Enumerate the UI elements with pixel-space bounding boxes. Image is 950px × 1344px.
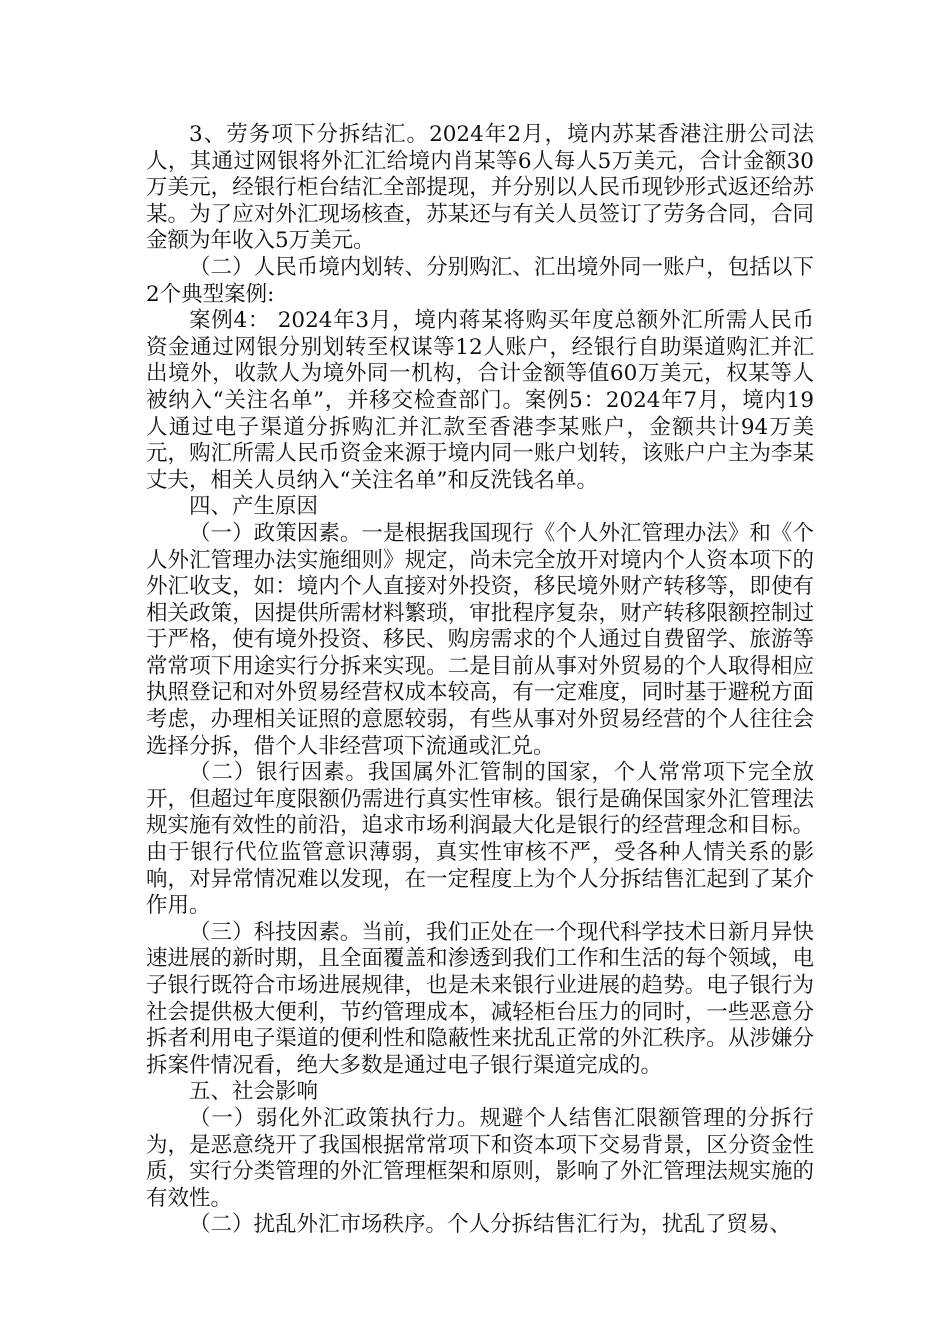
paragraph-disrupt-market: （二）扰乱外汇市场秩序。个人分拆结售汇行为，扰乱了贸易、: [189, 1212, 792, 1238]
paragraph-rmb-transfer-heading: （二）人民币境内划转、分别购汇、汇出境外同一账户，包括以下2个典型案例:: [146, 254, 814, 307]
section-heading-social-impact: 五、社会影响: [189, 1079, 319, 1105]
paragraph-policy-factor: （一）政策因素。一是根据我国现行《个人外汇管理办法》和《个人外汇管理办法实施细则》规定，尚未完全放开对境内个人资本项下的外汇收支，如：境内个人直接对外投资，移民境外财产转移等，即使有相关政策，因提供所需材料繁琐，审批程序复杂，财产转移限额控制过于严格，使有境外投资、移民、购房需求的个人通过自费留学、旅游等常常项下用途实行分拆来实现。二是目前从事对外贸易的个人取得相应执照登记和对外贸易经营权成本较高，有一定难度，同时基于避税方面考虑，办理相关证照的意愿较弱，有些从事对外贸易经营的个人往往会选择分拆，借个人非经营项下流通或汇兑。: [146, 520, 814, 759]
paragraph-weaken-policy: （一）弱化外汇政策执行力。规避个人结售汇限额管理的分拆行为，是恶意绕开了我国根据常常项下和资本项下交易背景，区分资金性质，实行分类管理的外汇管理框架和原则，影响了外汇管理法规实施的有效性。: [146, 1105, 814, 1211]
document-body: [146, 122, 814, 1239]
section-heading-causes: 四、产生原因: [189, 494, 319, 520]
paragraph-labor-settlement: 3、劳务项下分拆结汇。2024年2月，境内苏某香港注册公司法人，其通过网银将外汇汇给境内肖某等6人每人5万美元，合计金额30万美元，经银行柜台结汇全部提现，并分别以人民币现钞形式返还给苏某。为了应对外汇现场核查，苏某还与有关人员签订了劳务合同，合同金额为年收入5万美元。: [146, 122, 814, 254]
paragraph-cases-4-5: 案例4： 2024年3月，境内蒋某将购买年度总额外汇所需人民币资金通过网银分别划转至权谋等12人账户，经银行自助渠道购汇并汇出境外，收款人为境外同一机构，合计金额等值60万美元，权某等人被纳入“关注名单”，并移交检查部门。案例5：2024年7月，境内19人通过电子渠道分拆购汇并汇款至香港李某账户，金额共计94万美元，购汇所需人民币资金来源于境内同一账户划转，该账户户主为李某丈夫，相关人员纳入“关注名单”和反洗钱名单。: [146, 308, 814, 493]
paragraph-bank-factor: （二）银行因素。我国属外汇管制的国家，个人常常项下完全放开，但超过年度限额仍需进行真实性审核。银行是确保国家外汇管理法规实施有效性的前沿，追求市场利润最大化是银行的经营理念和目标。由于银行代位监管意识薄弱，真实性审核不严，受各种人情关系的影响，对异常情况难以发现，在一定程度上为个人分拆结售汇起到了某介作用。: [146, 760, 814, 919]
paragraph-tech-factor: （三）科技因素。当前，我们正处在一个现代科学技术日新月异快速进展的新时期，且全面覆盖和渗透到我们工作和生活的每个领域，电子银行既符合市场进展规律，也是未来银行业进展的趋势。电子银行为社会提供极大便利，节约管理成本，减轻柜台压力的同时，一些恶意分拆者利用电子渠道的便利性和隐蔽性来扰乱正常的外汇秩序。从涉嫌分拆案件情况看，绝大多数是通过电子银行渠道完成的。: [146, 919, 814, 1078]
